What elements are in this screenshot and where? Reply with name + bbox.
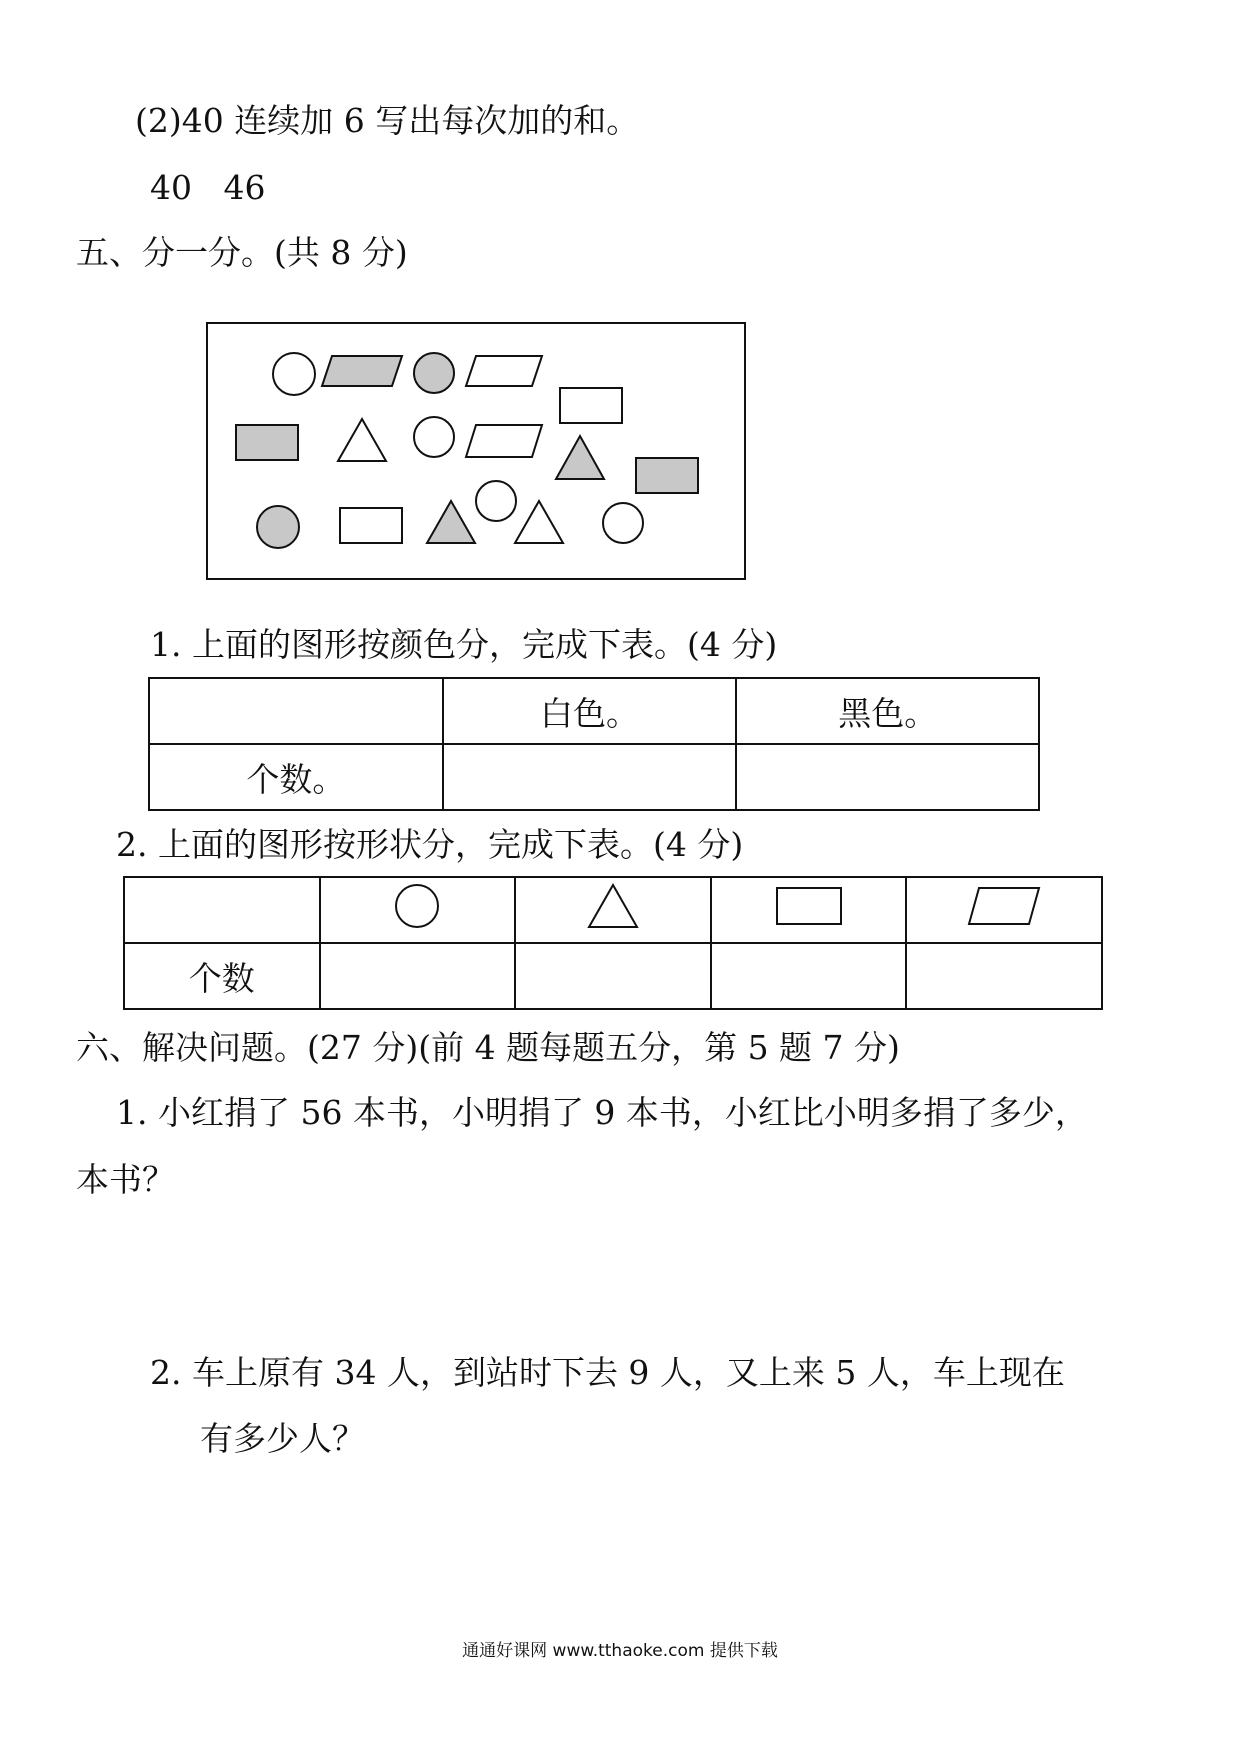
answer-cell-circle[interactable] bbox=[320, 943, 516, 1009]
parallelogram-white bbox=[466, 356, 542, 386]
header-parallelogram bbox=[906, 877, 1102, 943]
answer-cell-black[interactable] bbox=[736, 744, 1039, 810]
rectangle-icon bbox=[774, 884, 844, 928]
question-2-prompt: (2)40 连续加 6 写出每次加的和。 bbox=[135, 101, 640, 140]
answer-cell-white[interactable] bbox=[443, 744, 737, 810]
circle-gray bbox=[414, 353, 454, 393]
triangle-white bbox=[338, 419, 386, 461]
row-label-count: 个数。 bbox=[149, 744, 443, 810]
answer-cell-rectangle[interactable] bbox=[711, 943, 907, 1009]
rectangle-white bbox=[340, 508, 402, 543]
section-5-heading: 五、分一分。(共 8 分) bbox=[76, 233, 408, 272]
header-white: 白色。 bbox=[443, 678, 737, 744]
parallelogram-icon bbox=[965, 884, 1043, 928]
answer-cell-parallelogram[interactable] bbox=[906, 943, 1102, 1009]
circle-gray bbox=[257, 506, 299, 548]
problem-2-line-1: 2. 车上原有 34 人，到站时下去 9 人，又上来 5 人，车上现在 bbox=[150, 1353, 1065, 1392]
table-row bbox=[124, 877, 1102, 943]
shape-collection-figure bbox=[206, 322, 746, 580]
triangle-icon bbox=[585, 881, 641, 931]
circle-white bbox=[273, 353, 315, 395]
parallelogram-gray bbox=[322, 356, 402, 386]
triangle-gray bbox=[556, 436, 604, 479]
row-label-count: 个数 bbox=[124, 943, 320, 1009]
table-row bbox=[149, 744, 1039, 810]
rectangle-white bbox=[560, 388, 622, 423]
parallelogram-white bbox=[466, 425, 542, 457]
triangle-gray bbox=[427, 501, 475, 543]
answer-cell-triangle[interactable] bbox=[515, 943, 711, 1009]
table-row bbox=[124, 943, 1102, 1009]
footer-watermark: 通通好课网 www.tthaoke.com 提供下载 bbox=[462, 1641, 778, 1661]
triangle-white bbox=[515, 501, 563, 543]
problem-1-line-2: 本书？ bbox=[76, 1160, 175, 1199]
problem-1-line-1: 1. 小红捐了 56 本书，小明捐了 9 本书，小红比小明多捐了多少， bbox=[116, 1093, 1088, 1132]
problem-2-line-2: 有多少人？ bbox=[200, 1419, 365, 1458]
header-circle bbox=[320, 877, 516, 943]
rectangle-gray bbox=[636, 458, 698, 493]
shape-question-prompt: 2. 上面的图形按形状分，完成下表。(4 分) bbox=[116, 825, 744, 864]
color-count-table bbox=[148, 677, 1040, 811]
sequence-values: 40 46 bbox=[150, 168, 266, 207]
circle-white bbox=[476, 481, 516, 521]
table-row bbox=[149, 678, 1039, 744]
circle-white bbox=[414, 417, 454, 457]
header-triangle bbox=[515, 877, 711, 943]
section-6-heading: 六、解决问题。(27 分)(前 4 题每题五分，第 5 题 7 分) bbox=[76, 1028, 900, 1067]
header-black: 黑色。 bbox=[736, 678, 1039, 744]
header-rectangle bbox=[711, 877, 907, 943]
circle-white bbox=[603, 503, 643, 543]
color-question-prompt: 1. 上面的图形按颜色分，完成下表。(4 分) bbox=[150, 625, 778, 664]
header-empty-cell bbox=[124, 877, 320, 943]
header-empty-cell bbox=[149, 678, 443, 744]
shape-count-table bbox=[123, 876, 1103, 1010]
circle-icon bbox=[392, 881, 442, 931]
rectangle-gray bbox=[236, 425, 298, 460]
